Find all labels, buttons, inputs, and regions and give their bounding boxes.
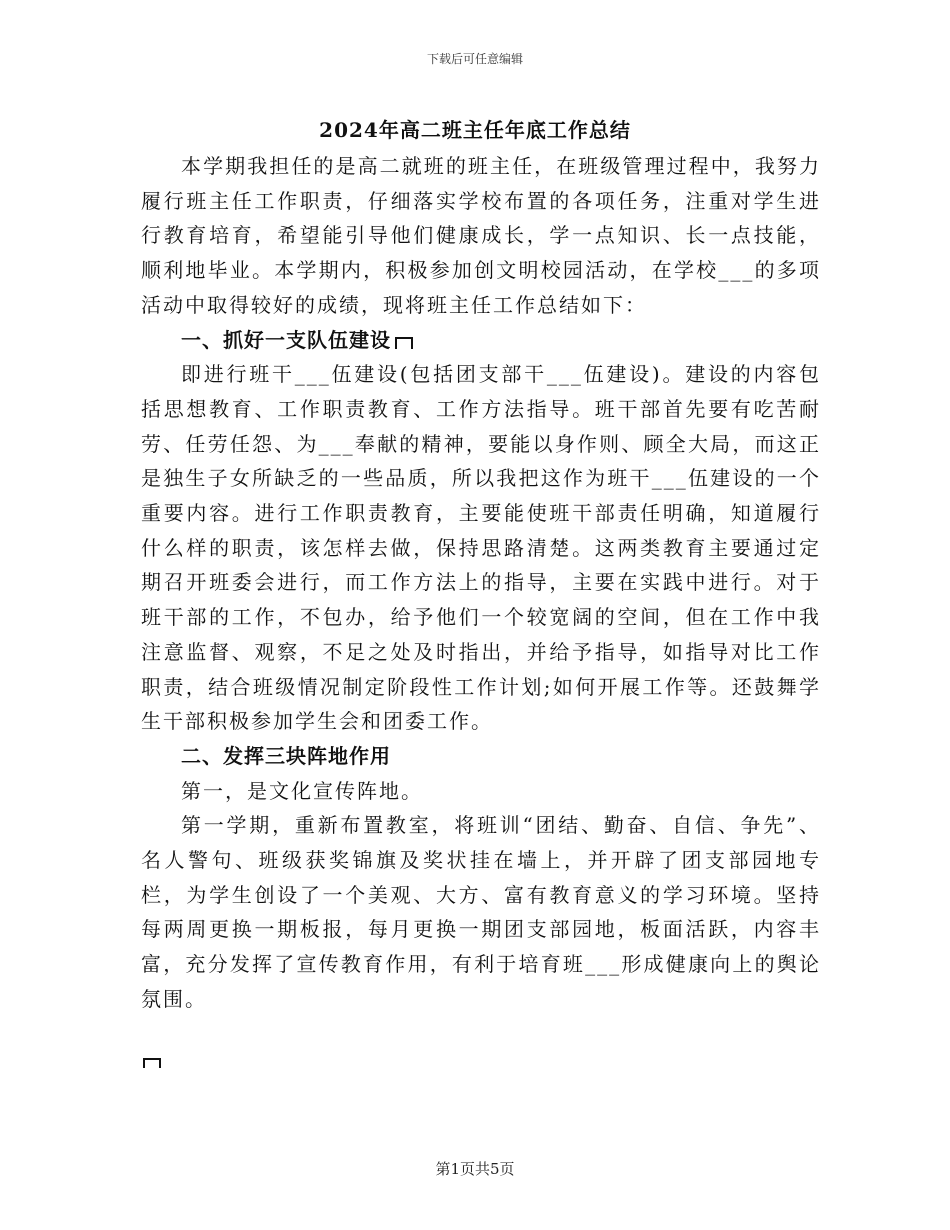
page-header: 下载后可任意编辑 <box>426 52 523 66</box>
bracket-mark-icon <box>395 337 413 349</box>
section-2-heading: 二、发挥三块阵地作用 <box>181 743 391 768</box>
page-footer: 第1页共5页 <box>435 1160 515 1178</box>
section-2-subheading: 第一，是文化宣传阵地。 <box>181 778 423 803</box>
section-1-heading-text: 一、抓好一支队伍建设 <box>181 327 391 352</box>
intro-paragraph: 本学期我担任的是高二就班的班主任，在班级管理过程中，我努力履行班主任工作职责，仔细落实学校布置的各项任务，注重对学生进行教育培育，希望能引导他们健康成长，学一点知识、长一点技能，顺利地毕业。本学期内，积极参加创文明校园活动，在学校___的多项活动中取得较好的成绩，现将班主任工作总结如下： <box>141 154 821 317</box>
section-1-heading <box>141 323 821 358</box>
corner-mark-icon <box>143 1058 161 1068</box>
section-1-body: 即进行班干___伍建设(包括团支部干___伍建设)。建设的内容包括思想教育、工作职责教育、工作方法指导。班干部首先要有吃苦耐劳、任劳任怨、为___奉献的精神，要能以身作则、顾全大局，而这正是独生子女所缺乏的一些品质，所以我把这作为班干___伍建设的一个重要内容。进行工作职责教育，主要能使班干部责任明确，知道履行什么样的职责，该怎样去做，保持思路清楚。这两类教育主要通过定期召开班委会进行，而工作方法上的指导，主要在实践中进行。对于班干部的工作，不包办，给予他们一个较宽阔的空间，但在工作中我注意监督、观察，不足之处及时指出，并给予指导，如指导对比工作职责，结合班级情况制定阶段性工作计划;如何开展工作等。还鼓舞学生干部积极参加学生会和团委工作。 <box>141 362 821 734</box>
document-body <box>141 149 821 1017</box>
section-2-body: 第一学期，重新布置教室，将班训“团结、勤奋、自信、争先”、名人警句、班级获奖锦旗及奖状挂在墙上，并开辟了团支部园地专栏，为学生创设了一个美观、大方、富有教育意义的学习环境。坚持每两周更换一期板报，每月更换一期团支部园地，板面活跃，内容丰富，充分发挥了宣传教育作用，有利于培育班___形成健康向上的舆论氛围。 <box>141 813 821 1011</box>
document-title: 2024年高二班主任年底工作总结 <box>319 118 631 142</box>
